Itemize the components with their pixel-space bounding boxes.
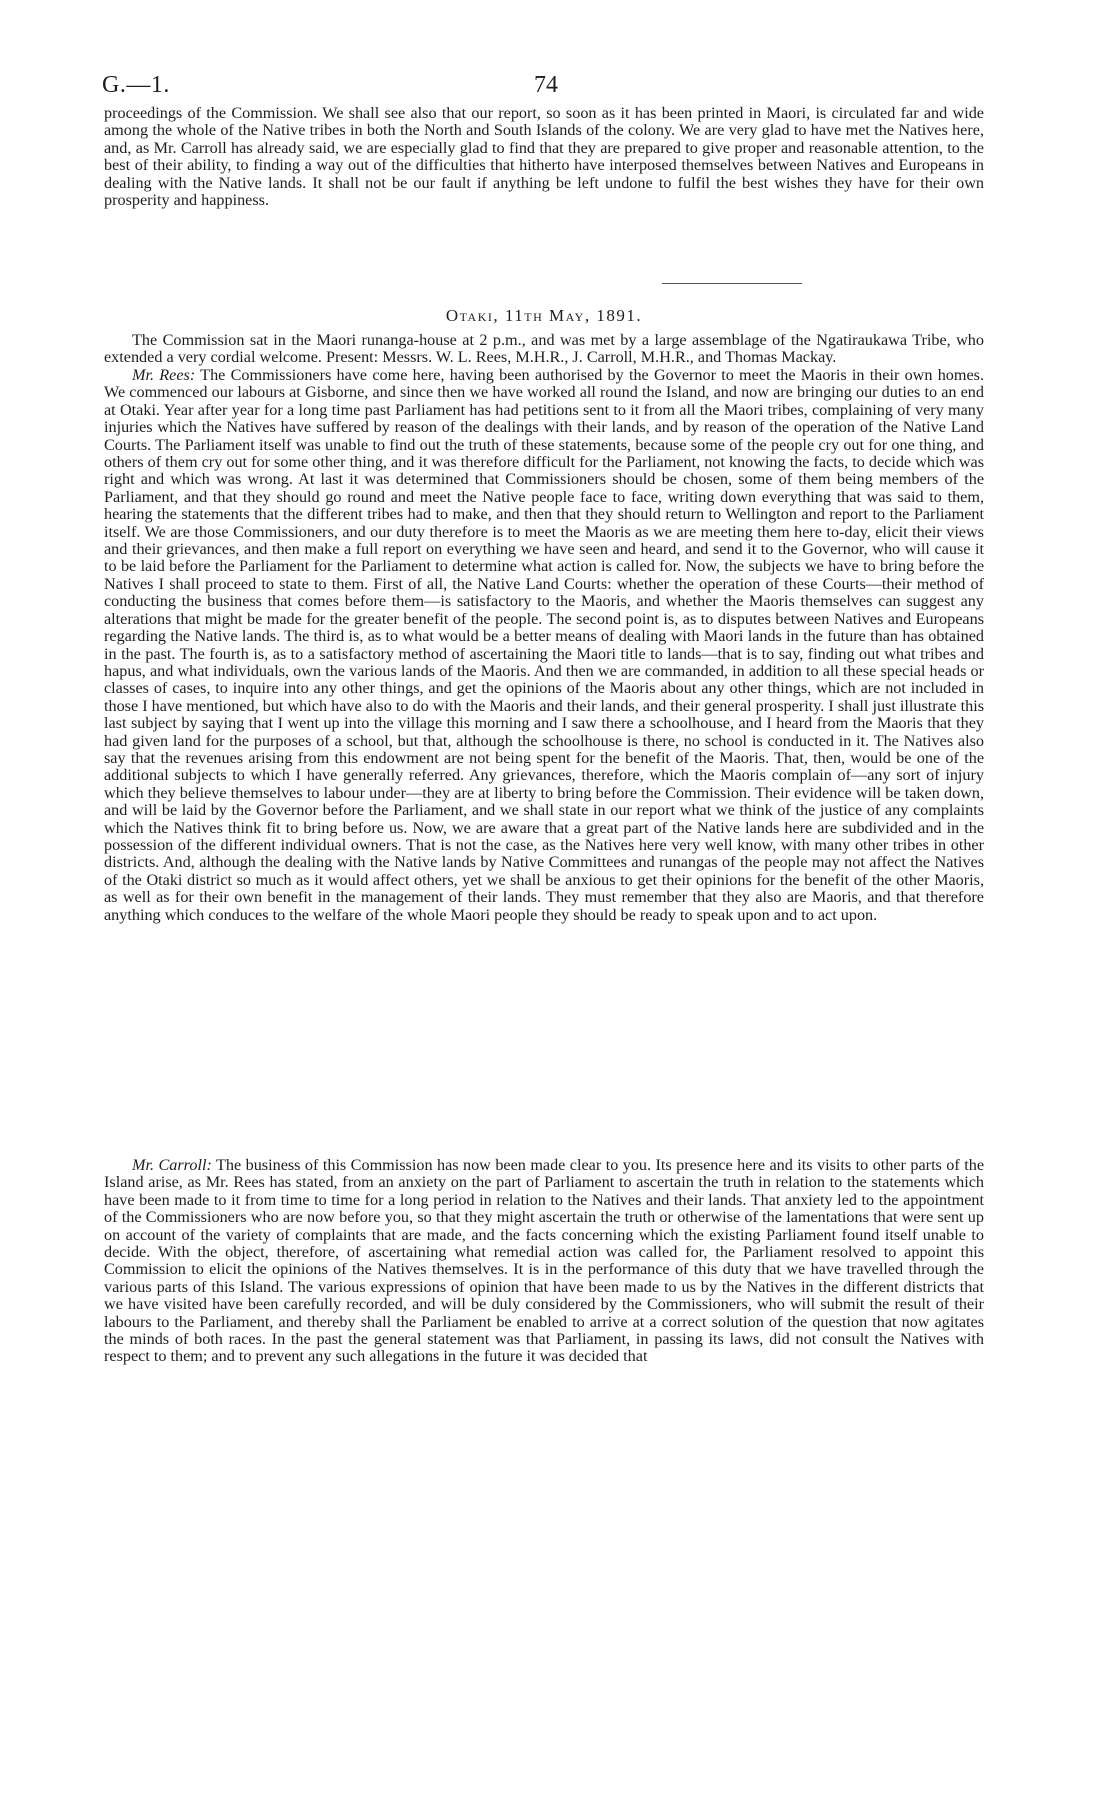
section-dateline: Otaki, 11th May, 1891. [445, 306, 643, 325]
speech-paragraph-carroll [104, 1157, 984, 1366]
page-number: 74 [534, 72, 558, 98]
continuation-paragraph: proceedings of the Commission. We shall see also that our report, so soon as it has been printed in Maori, is circulated far and wide among the whole of the Native tribes in both the North and South Islands of the colony. We are very glad to have met the Natives here, and, as Mr. Carroll has already said, we are especially glad to find that they are prepared to give proper and reasonable attention, to the best of their ability, to finding a way out of the difficulties that hitherto have interposed themselves between Natives and Europeans in dealing with the Native lands. It shall not be our fault if anything be left undone to fulfil the best wishes they have for their own prosperity and happiness. [104, 104, 984, 210]
paper-reference: G.—1. [102, 72, 170, 98]
section-divider [662, 283, 802, 284]
document-page [102, 70, 985, 1366]
speaker-name: Mr. Carroll: [132, 1156, 212, 1174]
intro-paragraph: The Commission sat in the Maori runanga-house at 2 p.m., and was met by a large assemblage of the Ngatiraukawa Tribe, who extended a very cordial welcome. Present: Messrs. W. L. Rees, M.H.R., J. Carroll, M.H.R., and Thomas Mackay. [104, 331, 984, 367]
speech-paragraph-rees [104, 367, 984, 924]
speech-text: The business of this Commission has now been made clear to you. Its presence here and its visits to other parts of the Island arise, as Mr. Rees has stated, from an anxiety on the part of Parliament to ascertain the truth in relation to the statements which have been made to it from time to time for a long period in relation to the Natives and their lands. That anxiety led to the appointment of the Commissioners who are now before you, so that they might ascertain the truth or otherwise of the lamentations that were sent up on account of the variety of complaints that are made, and the facts concerning which the existing Parliament found itself unable to decide. With the object, therefore, of ascertaining what remedial action was called for, the Parliament resolved to appoint this Commission to elicit the opinions of the Natives themselves. It is in the performance of this duty that we have travelled through the various parts of this Island. The various expressions of opinion that have been made to us by the Natives in the different districts that we have visited have been carefully recorded, and will be duly considered by the Commissioners, who will submit the result of their labours to the Parliament, and thereby shall the Parliament be enabled to arrive at a correct solution of the question that now agitates the minds of both races. In the past the general statement was that Parliament, in passing its laws, did not consult the Natives with respect to them; and to prevent any such allegations in the future it was decided that [104, 1156, 985, 1366]
speaker-name: Mr. Rees: [132, 366, 196, 384]
speech-text: The Commissioners have come here, having been authorised by the Governor to meet the Maoris in their own homes. We commenced our labours at Gisborne, and since then we have worked all round the Island, and now are bringing our duties to an end at Otaki. Year after year for a long time past Parliament has had petitions sent to it from all the Maori tribes, complaining of very many injuries which the Natives have suffered by reason of the dealings with their lands, and by reason of the operation of the Native Land Courts. The Parliament itself was unable to find out the truth of these statements, because some of the people cry out for one thing, and others of them cry out for some other thing, and it was therefore difficult for the Parliament, not knowing the facts, to decide which was right and which was wrong. At last it was determined that Commissioners should be chosen, some of them being members of the Parliament, and that they should go round and meet the Native people face to face, writing down everything that was said to them, hearing the statements that the different tribes had to make, and then that they should return to Wellington and report to the Parliament itself. We are those Commissioners, and our duty therefore is to meet the Maoris as we are meeting them here to-day, elicit their views and their grievances, and then make a full report on everything we have seen and heard, and send it to the Governor, who will cause it to be laid before the Parliament for the Parliament to determine what action is called for. Now, the subjects we have to bring before the Natives I shall proceed to state to them. First of all, the Native Land Courts: whether the operation of these Courts—their method of conducting the business that comes before them—is satisfactory to the Maoris, and whether the Maoris themselves can suggest any alterations that might be made for the greater benefit of the people. The second point is, as to disputes between Natives and Europeans regarding the Native lands. The third is, as to what would be a better means of dealing with Maori lands in the future than has obtained in the past. The fourth is, as to a satisfactory method of ascertaining the Maori title to lands—that is to say, finding out what tribes and hapus, and what individuals, own the various lands of the Maoris. And then we are commanded, in addition to all these special heads or classes of cases, to inquire into any other things, and get the opinions of the Maoris about any other things, which are not included in those I have mentioned, but which have also to do with the Maoris and their lands, and their general prosperity. I shall just illustrate this last subject by saying that I went up into the village this morning and I saw there a schoolhouse, and I heard from the Maoris that they had given land for the purposes of a school, but that, although the schoolhouse is there, no school is conducted in it. The Natives also say that the revenues arising from this endowment are not being spent for the benefit of the Maoris. That, then, would be one of the additional subjects to which I have generally referred. Any grievances, therefore, which the Maoris complain of—any sort of injury which they believe themselves to labour under—they are at liberty to bring before the Commission. Their evidence will be taken down, and will be laid by the Governor before the Parliament, and we shall state in our report what we think of the justice of any complaints which the Natives think fit to bring before us. Now, we are aware that a great part of the Native lands here are subdivided and in the possession of the different individual owners. That is not the case, as the Natives here very well know, with many other tribes in other districts. And, although the dealing with the Native lands by Native Committees and runangas of the people may not affect the Natives of the Otaki district so much as it would affect others, yet we shall be anxious to get their opinions for the benefit of the other Maoris, as well as for their own benefit in the management of their lands. They must remember that they also are Maoris, and that therefore anything which conduces to the welfare of the whole Maori people they should be ready to speak upon and to act upon. [104, 366, 985, 924]
